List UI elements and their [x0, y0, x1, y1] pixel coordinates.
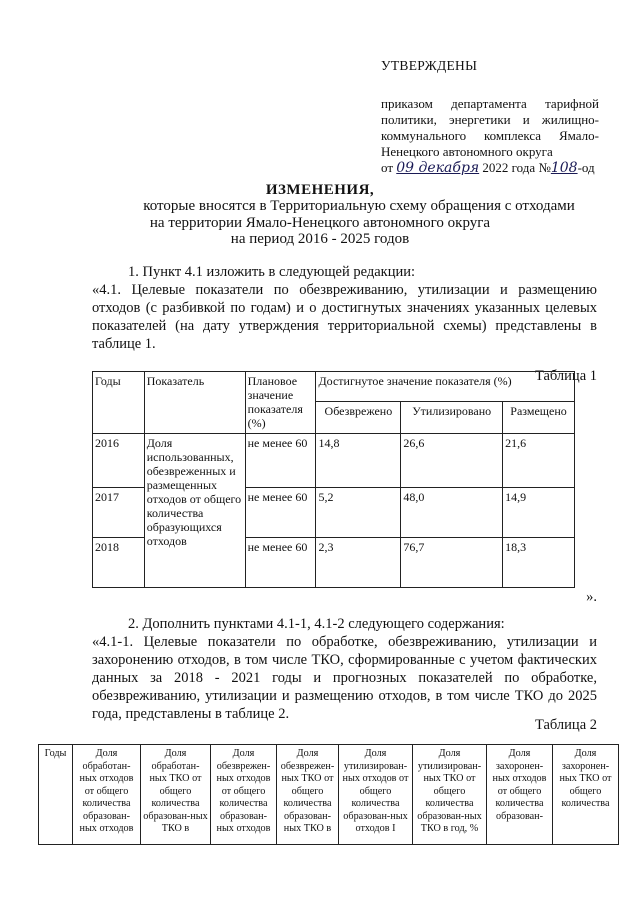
t2-header: Доля обработан-ных отходов от общего количества образован-ных отходов: [73, 745, 141, 845]
table2: [38, 744, 619, 845]
approval-title: УТВЕРЖДЕНЫ: [381, 58, 478, 73]
t1-header-year: Годы: [93, 372, 145, 434]
number-suffix: -од: [577, 160, 595, 175]
table1-closing-quote: ».: [586, 589, 597, 605]
section2-lead: 2. Дополнить пунктами 4.1-1, 4.1-2 следующего содержания:: [128, 616, 505, 632]
t1-planned: не менее 60: [245, 538, 316, 588]
t2-header-row: [39, 745, 619, 845]
t1-year: 2017: [93, 488, 145, 538]
t2-header: Доля обработан-ных ТКО от общего количества образован-ных ТКО в: [141, 745, 211, 845]
t2-header-year: Годы: [39, 745, 73, 845]
date-prefix: от: [381, 160, 394, 175]
t2-header: Доля утилизирован-ных ТКО от общего количества образован-ных ТКО в год, %: [413, 745, 487, 845]
t1-neutralized: 2,3: [316, 538, 401, 588]
t2-header: Доля захоронен-ных ТКО от общего количества: [553, 745, 619, 845]
t1-indicator-text: Доля использованных, обезвреженных и размещенных отходов от общего количества образующихся отходов: [144, 434, 245, 588]
approval-stamp: [381, 58, 599, 176]
table2-label: Таблица 2: [534, 717, 597, 733]
section1-lead: 1. Пункт 4.1 изложить в следующей редакции:: [128, 264, 416, 280]
t2-header: Доля обезврежен-ных отходов от общего количества образован-ных отходов: [211, 745, 277, 845]
t1-neutralized: 14,8: [316, 434, 401, 488]
handwritten-date: 09 декабря: [396, 160, 480, 176]
t1-year: 2016: [93, 434, 145, 488]
approval-order-text: приказом департамента тарифной политики, энергетики и жилищно-коммунального комплекса Ямало-Ненецкого автономного округа: [381, 96, 599, 159]
date-year: 2022 года №: [482, 160, 551, 175]
table1-label: Таблица 1: [534, 368, 597, 384]
handwritten-number: 108: [550, 160, 578, 176]
t1-placed: 21,6: [503, 434, 575, 488]
document-title: ИЗМЕНЕНИЯ,: [265, 182, 375, 198]
section2-text: «4.1-1. Целевые показатели по обработке, обезвреживанию, утилизации и захоронению отходов, в том числе ТКО, сформированные с учетом фактических данных за 2018 - 2021 годы и прогнозных показателей по обработке, обезвреживанию, утилизации и размещению отходов, в том числе ТКО до 2025 года, представлены в таблице 2.: [92, 634, 597, 722]
t1-placed: 18,3: [503, 538, 575, 588]
t1-header-utilized: Утилизировано: [401, 402, 503, 434]
subtitle-line-1: которые вносятся в Территориальную схему обращения с отходами: [143, 198, 575, 214]
subtitle-line-3: на период 2016 - 2025 годов: [230, 231, 410, 247]
t1-utilized: 48,0: [401, 488, 503, 538]
t1-header-indicator: Показатель: [144, 372, 245, 434]
t1-planned: не менее 60: [245, 434, 316, 488]
t2-header: Доля захоронен-ных отходов от общего количества образован-: [487, 745, 553, 845]
subtitle-line-2: на территории Ямало-Ненецкого автономного округа: [149, 214, 491, 231]
approval-date-line: [381, 160, 599, 176]
table1: [92, 371, 575, 588]
t2-header: Доля обезврежен-ных ТКО от общего количества образован-ных ТКО в: [277, 745, 339, 845]
t1-neutralized: 5,2: [316, 488, 401, 538]
t1-planned: не менее 60: [245, 488, 316, 538]
t1-utilized: 76,7: [401, 538, 503, 588]
t1-utilized: 26,6: [401, 434, 503, 488]
t1-header-achieved: Достигнутое значение показателя (%): [316, 372, 575, 402]
table-row: [93, 434, 575, 488]
t1-header-neutralized: Обезврежено: [316, 402, 401, 434]
document-subtitle: [0, 198, 640, 248]
t1-header-planned: Плановое значение показателя (%): [245, 372, 316, 434]
section1-text: «4.1. Целевые показатели по обезвреживанию, утилизации и размещению отходов (с разбивкой по годам) и о достигнутых значениях указанных целевых показателей (на дату утверждения территориальной схемы) представлены в таблице 1.: [92, 282, 597, 352]
t1-header-placed: Размещено: [503, 402, 575, 434]
t1-placed: 14,9: [503, 488, 575, 538]
t2-header: Доля утилизирован-ных отходов от общего количества образован-ных отходов I: [339, 745, 413, 845]
t1-year: 2018: [93, 538, 145, 588]
